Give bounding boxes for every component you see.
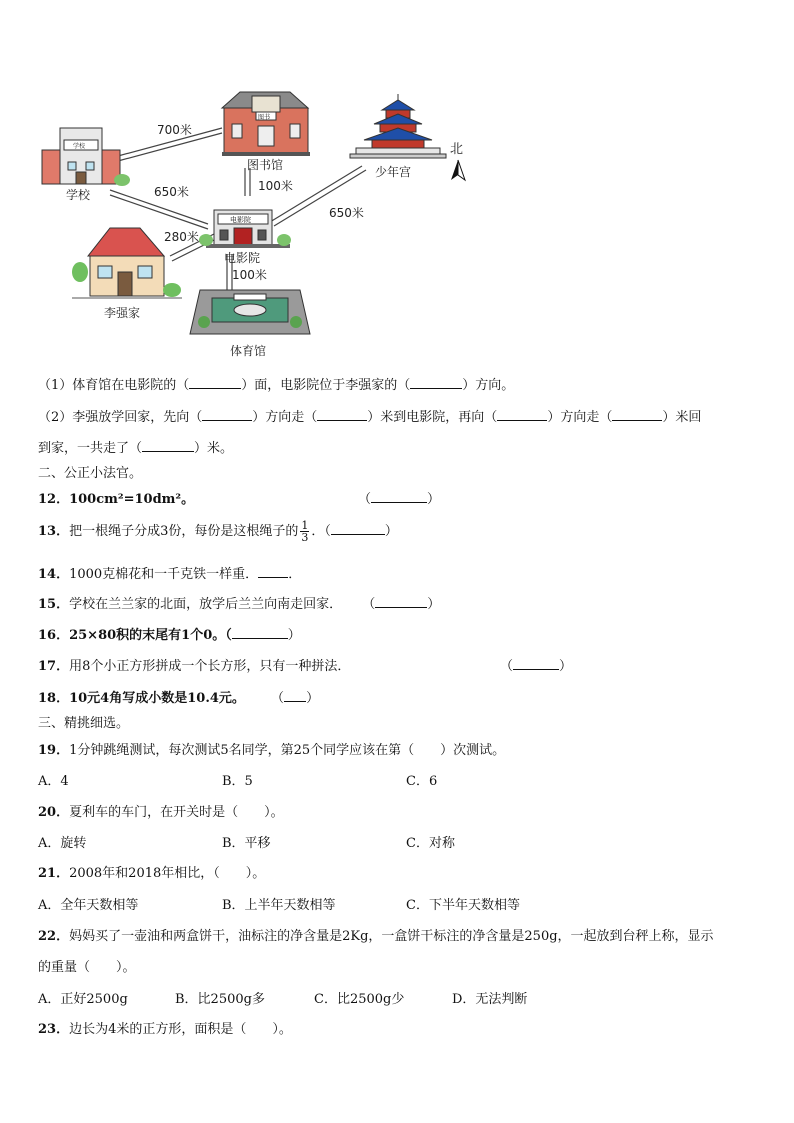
- library-sign-text: 图书: [258, 114, 271, 121]
- q13-paren-right: ）: [384, 524, 398, 539]
- q16-number: 16．: [38, 628, 70, 643]
- q1-text-c: ）方向。: [462, 378, 515, 393]
- q21-option-b[interactable]: B．上半年天数相等: [222, 898, 336, 913]
- question-23: [38, 1018, 292, 1037]
- q15-blank[interactable]: [375, 594, 427, 608]
- question-22-line-1: [38, 925, 714, 944]
- q17-number: 17．: [38, 659, 70, 674]
- q21-number: 21．: [38, 866, 70, 881]
- q18-paren-right: ）: [306, 691, 320, 706]
- q13-text: 把一根绳子分成3份，每份是这根绳子的: [69, 524, 299, 539]
- road-school-cinema-2: [110, 195, 208, 229]
- cinema-building: [199, 210, 291, 248]
- q17-paren-right: ）: [559, 659, 573, 674]
- q2-text-e: ）米回: [662, 410, 702, 425]
- q2-text-b: ）方向走（: [252, 410, 318, 425]
- q18-paren-left: （: [271, 691, 285, 706]
- q22-option-b[interactable]: B．比2500g多: [175, 992, 265, 1007]
- question-12: [38, 488, 194, 507]
- q1-text-a: （1）体育馆在电影院的（: [38, 378, 190, 393]
- q2-text-g: ）米。: [194, 441, 234, 456]
- north-arrow: [451, 160, 465, 180]
- question-13: [38, 520, 398, 543]
- q17-answer: [500, 655, 572, 674]
- q13-fraction: [300, 520, 309, 543]
- question-2-line-2: [38, 437, 233, 456]
- q20-number: 20．: [38, 805, 70, 820]
- q12-blank[interactable]: [371, 489, 427, 503]
- q13-fraction-numerator: 1: [301, 519, 309, 532]
- question-22-line-2: 的重量（ ）。: [38, 960, 136, 975]
- q22-number: 22．: [38, 929, 70, 944]
- q18-number: 18．: [38, 691, 70, 706]
- label-school: 学校: [66, 188, 91, 202]
- distance-cinema-stadium: 100米: [232, 268, 267, 282]
- school-building: [42, 128, 130, 186]
- q13-blank[interactable]: [331, 521, 385, 535]
- q19-text: 1分钟跳绳测试，每次测试5名同学，第25个同学应该在第（ ）次测试。: [69, 743, 506, 758]
- question-2-line-1: [38, 406, 701, 425]
- q19-option-b[interactable]: B．5: [222, 774, 253, 789]
- label-stadium: 体育馆: [230, 344, 267, 358]
- q20-option-c[interactable]: C．对称: [406, 836, 455, 851]
- q2-text-d: ）方向走（: [547, 410, 613, 425]
- question-20: [38, 801, 284, 820]
- q2-text-a: （2）李强放学回家，先向（: [38, 410, 203, 425]
- q18-blank[interactable]: [284, 688, 306, 702]
- question-19: [38, 739, 505, 758]
- q12-paren-left: （: [358, 492, 372, 507]
- q2-text-c: ）米到电影院，再向（: [367, 410, 498, 425]
- q1-blank-2[interactable]: [410, 375, 462, 389]
- section-3-heading: 三、精挑细选。: [38, 716, 130, 731]
- q22-option-d[interactable]: D．无法判断: [452, 992, 528, 1007]
- q19-option-c[interactable]: C．6: [406, 774, 438, 789]
- q12-paren-right: ）: [427, 492, 441, 507]
- q16-paren-right: ）: [287, 628, 301, 643]
- q21-text: 2008年和2018年相比，（ ）。: [69, 866, 266, 881]
- q2-blank-5[interactable]: [142, 438, 194, 452]
- q22-option-c[interactable]: C．比2500g少: [314, 992, 405, 1007]
- q14-blank[interactable]: [258, 564, 288, 578]
- q20-option-b[interactable]: B．平移: [222, 836, 271, 851]
- cinema-sign-text: 电影院: [230, 216, 251, 224]
- q2-blank-2[interactable]: [317, 407, 367, 421]
- library-building: [222, 92, 310, 156]
- q19-number: 19．: [38, 743, 70, 758]
- q15-number: 15．: [38, 597, 70, 612]
- q23-number: 23．: [38, 1022, 70, 1037]
- q15-paren-left: （: [362, 597, 376, 612]
- q14-tail: ．: [288, 567, 302, 582]
- stadium-building: [190, 290, 310, 334]
- q17-paren-left: （: [500, 659, 514, 674]
- question-16: [38, 624, 301, 643]
- q2-blank-1[interactable]: [202, 407, 252, 421]
- label-north: 北: [450, 142, 464, 157]
- question-1: [38, 374, 514, 393]
- q22-option-a[interactable]: A．正好2500g: [38, 992, 128, 1007]
- q20-text: 夏利车的车门，在开关时是（ ）。: [69, 805, 284, 820]
- label-youth-palace: 少年宫: [375, 165, 412, 179]
- distance-school-library: 700米: [157, 123, 192, 137]
- q12-number: 12．: [38, 492, 70, 507]
- q13-tail: ．（: [311, 524, 331, 539]
- youth-palace-building: [350, 94, 446, 158]
- label-library: 图书馆: [247, 158, 284, 172]
- q16-text: 25×80积的末尾有1个0。（: [69, 628, 232, 643]
- q1-text-b: ）面，电影院位于李强家的（: [241, 378, 411, 393]
- distance-cinema-youth-palace: 650米: [329, 206, 364, 220]
- q14-number: 14．: [38, 567, 70, 582]
- q2-blank-4[interactable]: [612, 407, 662, 421]
- question-14: [38, 563, 301, 582]
- question-21: [38, 862, 265, 881]
- q23-text: 边长为4米的正方形，面积是（ ）。: [69, 1022, 292, 1037]
- school-sign-text: 学校: [73, 143, 86, 150]
- q17-blank[interactable]: [513, 656, 559, 670]
- q15-paren-right: ）: [427, 597, 441, 612]
- q16-blank[interactable]: [232, 625, 288, 639]
- map-figure: [0, 0, 794, 360]
- question-15: [38, 593, 440, 612]
- q18-text: 10元4角写成小数是10.4元。: [69, 691, 245, 706]
- section-2-heading: 二、公正小法官。: [38, 466, 143, 481]
- q2-blank-3[interactable]: [497, 407, 547, 421]
- q15-text: 学校在兰兰家的北面，放学后兰兰向南走回家．: [69, 597, 343, 612]
- distance-school-cinema: 650米: [154, 185, 189, 199]
- q13-number: 13．: [38, 524, 70, 539]
- q21-option-c[interactable]: C．下半年天数相等: [406, 898, 520, 913]
- q22-text: 妈妈买了一壶油和两盒饼干，油标注的净含量是2Kg，一盒饼干标注的净含量是250g，一起放到台秤上称，显示: [69, 929, 714, 944]
- label-liqiang-home: 李强家: [104, 306, 141, 320]
- q21-option-a[interactable]: A．全年天数相等: [38, 898, 139, 913]
- question-18: [38, 687, 319, 706]
- q13-fraction-denominator: 3: [301, 531, 309, 544]
- q19-option-a[interactable]: A．4: [38, 774, 69, 789]
- q12-text: 100cm²=10dm²。: [69, 492, 195, 507]
- label-cinema: 电影院: [224, 251, 261, 265]
- q2-text-f: 到家，一共走了（: [38, 441, 143, 456]
- q20-option-a[interactable]: A．旋转: [38, 836, 87, 851]
- question-17: [38, 655, 350, 674]
- q12-answer: [358, 488, 440, 507]
- q1-blank-1[interactable]: [189, 375, 241, 389]
- q14-text: 1000克棉花和一千克铁一样重．: [69, 567, 259, 582]
- q17-text: 用8个小正方形拼成一个长方形，只有一种拼法．: [69, 659, 351, 674]
- distance-home-cinema: 280米: [164, 230, 199, 244]
- distance-library-cinema: 100米: [258, 179, 293, 193]
